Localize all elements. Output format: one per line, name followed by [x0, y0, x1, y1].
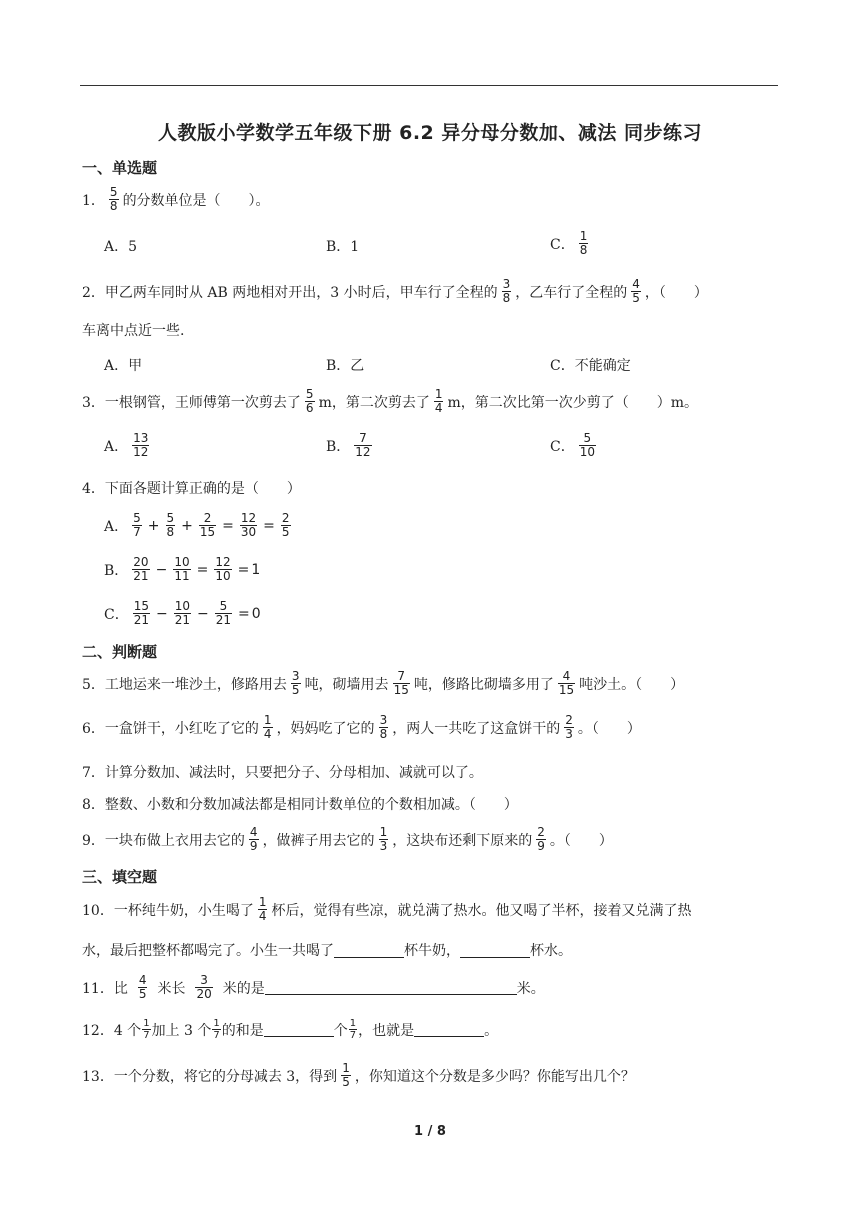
header-rule — [80, 85, 778, 86]
answer-blank[interactable] — [265, 980, 517, 995]
question-number: 3． — [82, 394, 105, 411]
fraction: $\frac{5}{7}$ — [133, 511, 141, 539]
fraction: $\frac{15}{21}$ — [133, 599, 149, 627]
page-number: 1 / 8 — [414, 1124, 446, 1139]
option-a[interactable]: A．甲 — [104, 358, 143, 374]
answer-blank[interactable] — [460, 943, 530, 958]
fraction: $\frac{4}{9}$ — [249, 825, 258, 853]
fraction: $\frac{2}{9}$ — [537, 825, 545, 853]
option-c[interactable]: C． $\frac{1}{8}$ — [550, 229, 588, 257]
question-text: m，第二次比第一次少剪了（ ）m。 — [447, 394, 699, 411]
question-3 — [82, 388, 698, 415]
fraction: $\frac{12}{30}$ — [240, 511, 257, 539]
question-number: 11． — [82, 980, 114, 997]
question-text: ，（ ） — [644, 284, 708, 301]
question-2-cont: 车离中点近一些. — [82, 323, 185, 339]
option-c[interactable]: C． $\frac{5}{10}$ — [550, 431, 595, 459]
fraction: $\frac{2}{3}$ — [565, 713, 573, 741]
option-b[interactable]: B．乙 — [326, 358, 365, 374]
fraction: $\frac{5}{8}$ — [109, 185, 118, 213]
question-text: 的分数单位是（ ）。 — [122, 192, 270, 209]
section-heading-single-choice: 一、单选题 — [82, 159, 158, 177]
question-number: 9． — [82, 832, 105, 849]
fraction: $\frac{20}{21}$ — [133, 555, 149, 583]
fraction: $\frac{2}{5}$ — [281, 511, 290, 539]
fraction: $\frac{1}{7}$ — [213, 1018, 220, 1041]
question-13: 13． 一个分数，将它的分母减去 3，得到 $\frac{1}{5}$ ，你知道这个分数是多少吗？你能写出几个？ — [82, 1061, 635, 1089]
option-b[interactable]: B．1 — [326, 239, 360, 255]
question-number: 13． — [82, 1068, 114, 1085]
fraction: $\frac{5}{10}$ — [579, 431, 595, 459]
question-text: ，乙车行了全程的 — [515, 284, 628, 301]
question-number: 2． — [82, 284, 105, 301]
fraction: $\frac{3}{5}$ — [291, 669, 300, 697]
question-4 — [82, 478, 301, 498]
section-heading-fill-in: 三、填空题 — [82, 868, 158, 886]
question-10: 10． 一杯纯牛奶，小生喝了 $\frac{1}{4}$ 杯后，觉得有些凉，就兑满了热水。他又喝了半杯，接着又兑满了热 — [82, 895, 692, 923]
question-6: 6． 一盒饼干，小红吃了它的 $\frac{1}{4}$ ，妈妈吃了它的 $\frac{3}{8}$ ，两人一共吃了这盒饼干的 $\frac{2}{3}$ 。（ ） — [82, 713, 641, 741]
fraction: $\frac{3}{8}$ — [379, 713, 388, 741]
section-heading-true-false: 二、判断题 — [82, 643, 158, 661]
fraction: $\frac{5}{6}$ — [305, 387, 314, 415]
option-b[interactable]: B． $\frac{20}{21}$ − $\frac{10}{11}$ = $\frac{12}{10}$ = 1 — [104, 555, 261, 583]
fraction: $\frac{4}{5}$ — [632, 277, 640, 305]
fraction: $\frac{7}{15}$ — [393, 669, 409, 697]
fraction: $\frac{1}{8}$ — [579, 229, 588, 257]
option-a[interactable]: A． $\frac{13}{12}$ — [104, 431, 149, 459]
question-number: 8． — [82, 797, 105, 813]
question-1 — [82, 186, 270, 213]
answer-blank[interactable] — [264, 1022, 334, 1037]
question-text: 下面各题计算正确的是（ ） — [104, 481, 301, 497]
question-7: 7． 计算分数加、减法时，只要把分子、分母相加、减就可以了。 — [82, 762, 483, 782]
option-c[interactable]: C． $\frac{15}{21}$ − $\frac{10}{21}$ − $\frac{5}{21}$ = 0 — [104, 599, 261, 627]
option-a[interactable]: A． $\frac{5}{7}$ + $\frac{5}{8}$ + $\frac{2}{15}$ = $\frac{12}{30}$ = $\frac{2}{5}$ — [104, 511, 290, 539]
fraction: $\frac{3}{8}$ — [502, 277, 511, 305]
fraction: $\frac{1}{7}$ — [349, 1018, 357, 1041]
question-2 — [82, 278, 780, 305]
fraction: $\frac{1}{5}$ — [342, 1061, 350, 1089]
fraction: $\frac{10}{11}$ — [174, 555, 190, 583]
page-title: 人教版小学数学五年级下册 6.2 异分母分数加、减法 同步练习 — [157, 122, 702, 144]
fraction: $\frac{10}{21}$ — [174, 599, 191, 627]
question-text: m，第二次剪去了 — [318, 394, 430, 411]
fraction: $\frac{1}{4}$ — [263, 713, 272, 741]
option-b[interactable]: B． $\frac{7}{12}$ — [326, 431, 371, 459]
answer-blank[interactable] — [334, 943, 404, 958]
question-text: 甲乙两车同时从 AB 两地相对开出，3 小时后，甲车行了全程的 — [104, 284, 498, 301]
fraction: $\frac{4}{15}$ — [558, 669, 575, 697]
fraction: $\frac{3}{20}$ — [196, 973, 212, 1001]
question-number: 7． — [82, 765, 105, 781]
option-c[interactable]: C．不能确定 — [550, 358, 631, 374]
question-10-cont: 水，最后把整杯都喝完了。小生一共喝了 杯牛奶， 杯水。 — [82, 943, 572, 959]
fraction: $\frac{7}{12}$ — [355, 431, 371, 459]
answer-blank[interactable] — [414, 1022, 484, 1037]
fraction: $\frac{1}{4}$ — [258, 895, 267, 923]
question-8: 8． 整数、小数和分数加减法都是相同计数单位的个数相加减。（ ） — [82, 794, 518, 814]
fraction: $\frac{1}{4}$ — [434, 387, 443, 415]
fraction: $\frac{12}{10}$ — [215, 555, 231, 583]
fraction: $\frac{13}{12}$ — [133, 431, 149, 459]
question-9: 9． 一块布做上衣用去它的 $\frac{4}{9}$ ，做裤子用去它的 $\frac{1}{3}$ ，这块布还剩下原来的 $\frac{2}{9}$ 。（ ） — [82, 825, 613, 853]
question-number: 5． — [82, 676, 105, 693]
fraction: $\frac{5}{21}$ — [215, 599, 232, 627]
fraction: $\frac{1}{3}$ — [379, 825, 388, 853]
question-number: 1． — [82, 192, 105, 209]
question-5: 5． 工地运来一堆沙土，修路用去 $\frac{3}{5}$ 吨，砌墙用去 $\frac{7}{15}$ 吨，修路比砌墙多用了 $\frac{4}{15}$ 吨沙土。（ ） — [82, 669, 685, 697]
question-number: 4． — [82, 481, 105, 497]
question-12: 12． 4 个 $\frac{1}{7}$ 加上 3 个 $\frac{1}{7}$ 的和是 个 $\frac{1}{7}$ ，也就是 。 — [82, 1018, 499, 1041]
question-number: 10． — [82, 902, 114, 919]
option-a[interactable]: A．5 — [104, 239, 138, 255]
fraction: $\frac{2}{15}$ — [199, 511, 216, 539]
question-number: 6． — [82, 720, 105, 737]
fraction: $\frac{5}{8}$ — [166, 511, 175, 539]
fraction: $\frac{4}{5}$ — [138, 973, 147, 1001]
question-text: 一根钢管，王师傅第一次剪去了 — [104, 394, 301, 411]
fraction: $\frac{1}{7}$ — [143, 1018, 150, 1041]
question-number: 12． — [82, 1022, 114, 1039]
question-11: 11． 比 $\frac{4}{5}$ 米长 $\frac{3}{20}$ 米的是 米。 — [82, 973, 545, 1001]
